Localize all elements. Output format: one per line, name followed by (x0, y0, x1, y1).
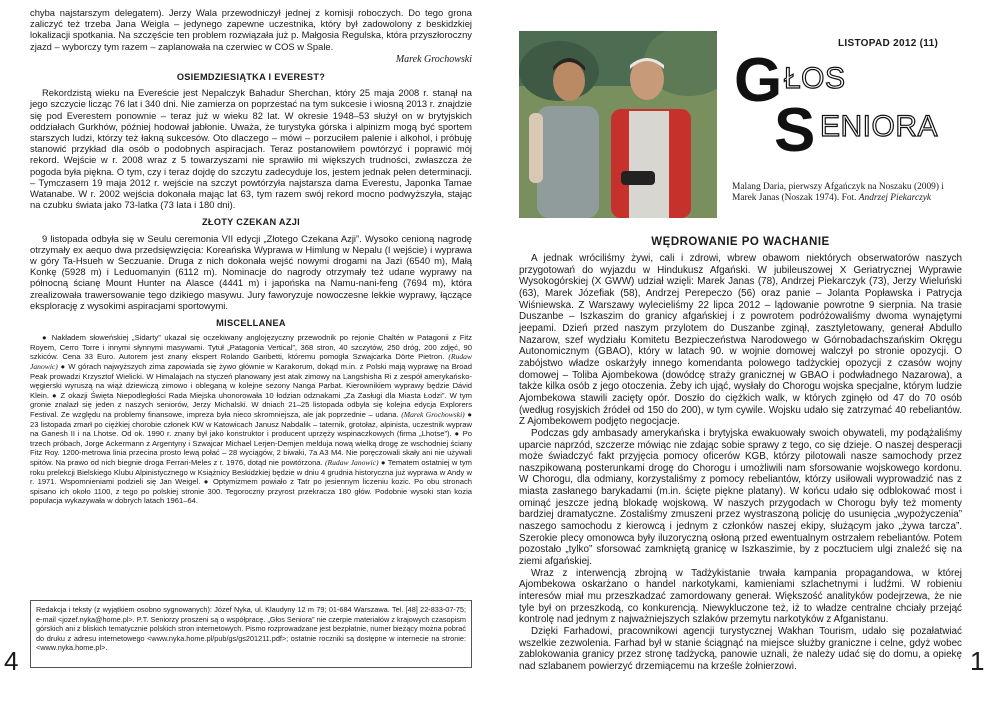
left-column (30, 7, 472, 506)
section-title-everest: OSIEMDZIESIĄTKA I EVEREST? (176, 72, 326, 83)
logo-letter-s: S (774, 96, 816, 165)
caption-author: Andrzej Piekarczyk (858, 193, 932, 204)
article-paragraph: Wraz z interwencją zbrojną w Tadżykistanie trwała kampania propagandowa, w której Ajombekowa oskarżano o handel narkotykami, kamieniami szlachetnymi i ludźmi. W robieniu interesów miał mu przeszkadzać zamordowany generał. Większość analityków podejrzewa, że nie tyle był on przeszkodą, co konkurencją. Niewykluczone też, iż to władze centralne chciały przejąć kontrolę nad jednym z najważniejszych szlaków przemytu narkotyków z Afganistanu. (519, 567, 962, 626)
misc-item: 23 listopada zmarł po ciężkiej chorobie członek KW w Katowicach Janusz Nabdalik – taternik, grotołaz, alpinista, uczestnik wypraw na Ganesh II i na Lhotse. Od ok. 1990 r. znany był jako konstruktor i producent uprzęży wspinaczkowych (firma „Lhotse”). (30, 419, 472, 439)
photo-caption (732, 182, 964, 205)
article-body (519, 253, 962, 673)
page-number-right: 1 (970, 646, 985, 676)
page-number-left: 4 (4, 646, 19, 676)
miscellanea-block (30, 333, 472, 506)
section-text-czekan: 9 listopada odbyła się w Seulu ceremonia VII edycji „Złotego Czekana Azji”. Wysoko cenioną nagrodę otrzymały ex aequo dwa przedsięwzięcia: Koreańska Wyprawa w Himlung w Nepalu (I wejście) i wyprawa w góry Ta-Hsueh w Seczuanie. Druga z nich dokonała wejść nowymi drogami na Jazi (6540 m), Małą Konkę (5928 m) i Leduomanyin (6112 m). Nominacje do nagrody otrzymały też udane wyprawy na północną ścianę Mount Hunter na Alasce (4441 m) i japońska na Namu-nani-feng (7694 m), która zrealizowała trawersowanie tego dzikiego masywu. Jury faworyzuje nowoczesne lekkie wyprawy, łączące eksplorację z wysokimi aspiracjami sportowymi. (30, 232, 472, 311)
section-text-everest: Rekordzistą wieku na Evereście jest Nepalczyk Bahadur Sherchan, który 25 maja 2008 r. stanął na jego szczycie licząc 76 lat i 340 dni. Nie zamierza on poprzestać na tym sukcesie i wiosną 2013 r. znajdzie się pod Everestem ponownie – teraz już w wieku 82 lat. W okresie 1948–53 służył on w brytyjskich oddziałach Gurkhów, później hodował jabłonie. Uważa, że turystyka górska i alpinizm mogą być sportem starszych ludzi, którzy też łakną sukcesów. Oto dlaczego – mówi – porzuciłem palenie i alkohol, i próbuję stanowić przykład dla osób o podobnych aspiracjach. Teraz postanowiłem powtórzyć i poprawić mój rekord. Wejście w r. 2008 wraz z 5 towarzyszami nie sprawiło mi większych trudności, zwłaszcza że pogoda była piękna. O tym, czy i teraz dojdę do szczytu zadecyduje los, jestem jednak pełen determinacji. – Tymczasem 19 maja 2012 r. wejście na szczyt powtórzyła najstarsza dama Everestu, Japonka Tamae Watanabe. W r. 2002 wejścia dokonała mając lat 63, tym razem swój rekord mocno podwyższyła, stając na czubku świata jako 73-latka (73 lata i 180 dni). (30, 87, 472, 211)
misc-item: Optymizmem powiało z Tatr po jesiennym liczeniu kozic. Po obu stronach spisano ich około 1100, z tego po polskiej stronie 300. Tegoroczny przyrost przekracza 180 głów. Podobnie wysoki stan kozia populacja wykazywała w dobrych latach 1961–64. (30, 477, 472, 506)
bullet-icon: ● (60, 362, 66, 372)
logo-word-eniora: ENIORA (820, 110, 939, 143)
intro-paragraph: chyba najstarszym delegatem). Jerzy Wala przewodniczył jednej z komisji roboczych. Do tego grona zaliczyć też trzeba Jana Weigla – jedynego zapewne uczestnika, który był zadowolony z beskidzkiej lokalizacji spotkania. Na szczęście ten problem rozwiązała już p. Małgosia Regulska, która przyszłoroczny zjazd – wyborczy tym razem – zaplanowała na czerwiec w COS w Spale. (30, 7, 472, 52)
misc-signature: (Rudaw Janowic) (30, 352, 472, 372)
article-paragraph: Podczas gdy ambasady amerykańska i brytyjska ewakuowały swoich obywateli, my podążaliśmy uparcie naprzód, szczerze mówiąc nie zdając sobie sprawy z tego, co się dzieje. O naszej desperacji może świadczyć fakt przyjęcia pomocy oficerów KGB, którzy pilotowali nasze samochody przez naszpikowaną posterunkami drogę do Chorogu i umożliwili nam sforsowanie wojskowego kordonu. W Chorogu, dla odmiany, korzystaliśmy z pomocy rebeliantów, którzy usiłowali wyprowadzić nas z miasta zasłanego barykadami (m.in. ścięte piękne platany). W końcu udało się odblokować most i ominąć jeszcze jedną blokadę wojskową. W naszych przygodach w Chorogu były też momenty bardziej dramatyczne. Zostaliśmy zmuszeni przez wystraszoną policję do usunięcia „wypożyczenia” naszego samochodu z kierowcą i jednym z członków naszej ekipy, służącym jako „żywa tarcza”. Szerokie plecy omonowca były iluzoryczną osłoną przed ewentualnym ostrzałem rebeliantów. Potem pozostało „tylko” sforsować zamkniętą granicę w Iszkaszimie, by z pocztuciem ulgi znaleźć się na ziemi afgańskiej. (519, 427, 962, 568)
credits-text: Redakcja i teksty (z wyjątkiem osobno sygnowanych): Józef Nyka, ul. Klaudyny 12 m 79; 01-684 Warszawa. Tel. [48] 22-833-07-75; e-mail <jozef.nyka@home.pl>. P.T. Seniorzy proszeni są o współpracę. „Głos Seniora” nie czerpie materiałów z krajowych czasopism górskich ani z bliskich tematycznie polskich stron internetowych. Pismo rozprowadzane jest bezpłatnie, numer bieżący można pobrać do druku z adresu internetowego <www.nyka.home.pl/pub/gs/gs201211.pdf>; ostatnie roczniki są dostępne w internecie na stronie: <www.nyka.home.pl>. (36, 605, 466, 652)
logo-letter-g: G (734, 46, 783, 115)
misc-signature: (Rudaw Janowic) (324, 458, 379, 467)
misc-item: W górach najwyższych zima zapowiada się żywo głównie w Karakorum, dokąd m.in. z Polski mają wyprawę na Broad Peak prowadzi Krzysztof Wielicki. W Himalajach na styczeń planowany jest atak zimowy na Langshisha Ri z zespół amerykańsko-węgierski wyruszą na wiąż dziewiczą zimowo i obleganą w kolejne sezony Nanga Parbat. Kierownikiem wyprawy będzie Dávid Klein. (30, 362, 472, 400)
cover-photo (519, 31, 717, 218)
bullet-icon: ● (380, 458, 386, 467)
bullet-icon: ● (467, 410, 472, 420)
misc-item: Tematem ostatniej w tym roku prelekcji Bielskiego Klubu Alpinistycznego w Książnicy Beskidzkiej będzie w dniu 4 grudnia historyczna już wyprawa w Andy w r. 1971. Wspomnieniami podzieli się Jan Weigel. (30, 458, 472, 487)
misc-item: Po trzech próbach, Jorge Ackermann z Argentyny i Szwajcar Michael Lerjen-Demjen melduja nową wielką drogę ze wschodniej ściany Fitz Roy. 1200-metrowa linia przecina prosto lewą połać – 28 wyciągów, 2 biwaki, 7a A3 M4. Nie poręczowali skały ani nie używali spitów. Na prawo od nich biegnie droga Ferrari-Meles z r. 1976, dotąd nie powtórzona. (30, 429, 472, 467)
misc-signature: (Marek Grochowski) (401, 410, 465, 420)
bullet-icon: ● (52, 390, 58, 400)
intro-signature: Marek Grochowski (395, 53, 472, 65)
section-title-miscellanea: MISCELLANEA (216, 318, 286, 329)
issue-date: LISTOPAD 2012 (11) (838, 38, 939, 49)
credits-box (30, 600, 472, 668)
caption-text: Malang Daria, pierwszy Afgańczyk na Noszaku (2009) i Marek Janas (Noszak 1974). Fot. (732, 182, 944, 204)
masthead-logo (728, 46, 978, 165)
section-title-czekan: ZŁOTY CZEKAN AZJI (202, 217, 300, 228)
misc-item: Z okazji Święta Niepodległości Rada Miejska uhonorowała 10 łodzian odznakami „Za Zasługi dla Miasta Łodzi”. W tym gronie znalazł się jeden z naszych seniorów, Jerzy Michalski. W dniach 21–25 listopada odbyła się kolejna edycja Explorers Festival. Ze względu na problemy finansowe, impreza była nieco skromniejsza, ale jak poprzednie – udana. (30, 390, 472, 420)
misc-item: Nakładem słoweńskiej „Sidarty” ukazał się oczekiwany anglojęzyczny przewodnik po rejonie Chaltén w Patagonii z Fitz Royem, Cerro Torre i innymi słynnymi masywami. Tytuł „Patagonia Vertical”, 368 stron, 40 szczytów, 250 dróg, 200 zdjęć, 90 szkiców. Cena 33 Euro. Autorem jest znany ekspert Rolando Garibetti, któremu pomogła Szwajcarka Dörte Pietron. (30, 333, 472, 362)
bullet-icon: ● (42, 333, 49, 343)
bullet-icon: ● (203, 477, 210, 487)
bullet-icon: ● (454, 429, 460, 439)
article-title: WĘDROWANIE PO WACHANIE (651, 236, 830, 248)
article-paragraph: Dzięki Farhadowi, pracownikowi agencji turystycznej Wakhan Tourism, udało się pozałatwiać wszelkie zezwolenia. Farhad był w stanie ściągnąć na miejsce służby graniczne i celne, gdyż wobec zablokowania granicy przez stronę tadżycką, panowie uznali, że należy udać się do domu, a opiekę nad szlabanem powierzyć drzemiącemu na krześle żołnierzowi. (519, 626, 962, 672)
article-paragraph: A jednak wróciliśmy żywi, cali i zdrowi, wbrew obawom niektórych obserwatorów naszych przygotowań do wyjazdu w Hindukusz Afgański. W jubileuszowej X Geriatrycznej Wyprawie Wysokogórskiej (X GWW) udział wzięli: Marek Janas (78), Andrzej Piekarczyk (73), Jerzy Wieluński (63), Marek Józefiak (58), Andrzej Perepeczo (56) oraz panie – Jolanta Popławska i Patrycja Wiśniewska. Z Warszawy wylecieliśmy 22 lipca 2012 – lądowanie powrotne 9 sierpnia. Na trasie Duszanbe – Iszkaszim do granicy afgańskiej i z powrotem podróżowaliśmy dwoma wynajętymi jeepami. Dzień przed naszym przylotem do Duszanbe zginął, zasztyletowany, generał Abdullo Nazarow, szef wydziału Komitetu Bezpieczeństwa Narodowego w Górnobadachszańskim Okręgu Autonomicznym (GBAO), który w latach 90. w wojnie domowej walczył po stronie opozycji. O zabójstwo władze oskarżyły innego komendanta polowego tadżyckiej opozycji z czasów wojny domowej – Toliba Ajombekowa (dowódcę straży granicznej w GBAO i podwładnego Nazarowa), a także kilka osób z jego otoczenia. Żeby ich ująć, wysłały do Chorogu wojska specjalne, którym ludzie Ajombekowa stawili zacięty opór. Doszło do ciężkich walk, w których zginęło od 47 do 70 osób (według rosyjskich źródeł od 150 do 200), w tym cywile. Wojsku udało się zatrzymać 40 rebeliantów. Z Ajombekowem podjęto negocjacje. (519, 253, 962, 428)
logo-word-los: ŁOS (784, 62, 846, 95)
photo-two-men-image (519, 31, 717, 218)
